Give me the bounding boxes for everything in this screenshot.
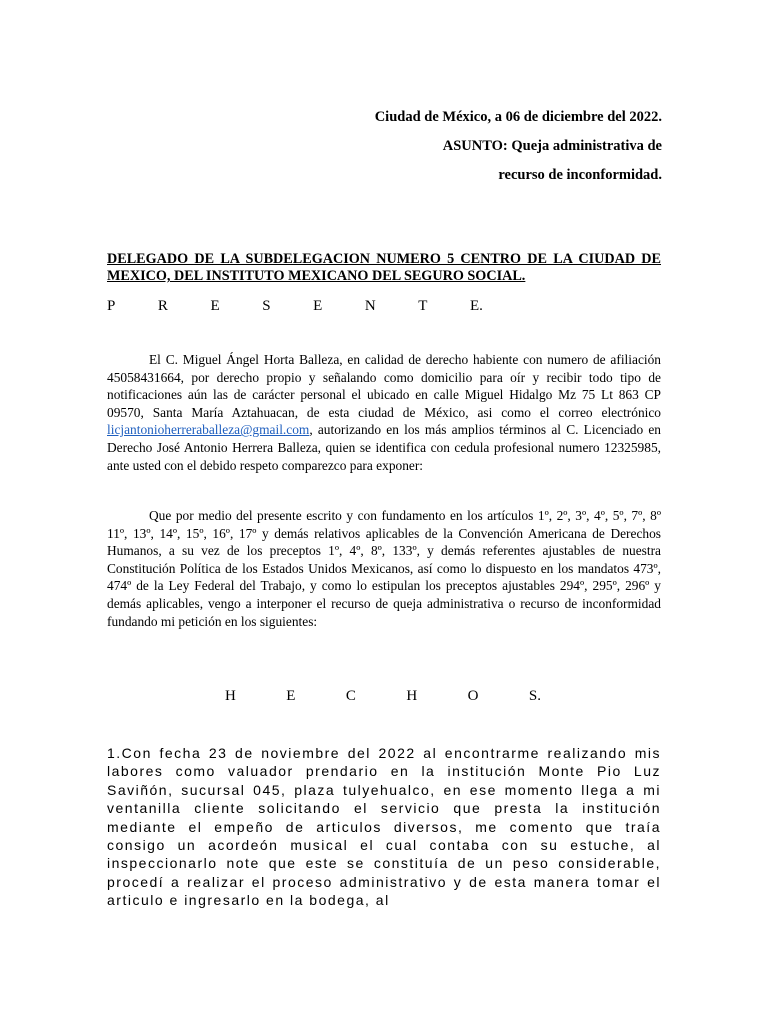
legal-basis-text: Que por medio del presente escrito y con fundamento en los artículos 1º, 2º, 3º, 4º, 5º, 7º, 8º 11º, 13º, 14º, 15º, 16º, 17º y demás relativos aplicables de la Convención Americana de Derechos Humanos, a su vez de los preceptos 1º, 4º, 8º, 133º, y demás referentes ajustables de nuestra Constitución Política de los Estados Unidos Mexicanos, así como lo dispuesto en los mandatos 473º, 474º de la Ley Federal del Trabajo, y como lo estipulan los preceptos ajustables 294º, 295º, 296º y demás aplicables, vengo a interponer el recurso de queja administrativa o recurso de inconformidad fundando mi petición en los siguientes: (107, 508, 661, 629)
intro-text-after-email: , autorizando en los más amplios términos al C. Licenciado en Derecho José Antonio Herrera Balleza, quien se identifica con cedula profesional numero 12325985, ante usted con el debido respeto comparezco para exponer: (107, 422, 661, 473)
subject-line: ASUNTO: Queja administrativa de (442, 138, 662, 154)
addressee-heading: DELEGADO DE LA SUBDELEGACION NUMERO 5 CENTRO DE LA CIUDAD DE MEXICO, DEL INSTITUTO MEXICANO DEL SEGURO SOCIAL. (107, 251, 661, 284)
presente-letter: T (418, 298, 428, 314)
presente-letter: N (364, 298, 376, 314)
hechos-letter: H (406, 688, 418, 704)
presente-letter: S (262, 298, 271, 314)
date-line: Ciudad de México, a 06 de diciembre del 2022. (374, 109, 662, 125)
hechos-letter: H (225, 688, 236, 704)
presente-letter: E (210, 298, 220, 314)
presente-heading (107, 297, 483, 315)
hechos-heading (225, 687, 541, 705)
fact-1-paragraph: 1.Con fecha 23 de noviembre del 2022 al encontrarme realizando mis labores como valuador prendario en la institución Monte Pio Luz Saviñón, sucursal 045, plaza tulyehualco, en ese momento llega a mi ventanilla cliente solicitando el servicio que presta la institución mediante el empeño de articulos diversos, me comento que traía consigo un acordeón musical el cual contaba con su estuche, al inspeccionarlo note que este se constituía de un peso considerable, procedí a realizar el proceso administrativo y de esta manera tomar el articulo e ingresarlo en la bodega, al (107, 745, 661, 909)
hechos-letter: S. (528, 688, 541, 704)
subject-continuation: recurso de inconformidad. (498, 167, 662, 183)
hechos-letter: O (467, 688, 479, 704)
intro-text-before-email: El C. Miguel Ángel Horta Balleza, en calidad de derecho habiente con numero de afiliación 45058431664, por derecho propio y señalando como domicilio para oír y recibir todo tipo de notificaciones aún las de carácter personal el ubicado en calle Miguel Hidalgo Mz 75 Lt 863 CP 09570, Santa María Aztahuacan, de esta ciudad de México, asi como el correo electrónico (107, 352, 661, 420)
presente-letter: E. (470, 298, 483, 314)
presente-letter: P (107, 298, 116, 314)
hechos-letter: E (286, 688, 296, 704)
legal-basis-paragraph (107, 507, 661, 630)
intro-paragraph (107, 351, 661, 474)
presente-letter: R (157, 298, 168, 314)
presente-letter: E (313, 298, 323, 314)
hechos-letter: C (345, 688, 356, 704)
email-link[interactable]: licjantonioherreraballeza@gmail.com (107, 422, 310, 438)
